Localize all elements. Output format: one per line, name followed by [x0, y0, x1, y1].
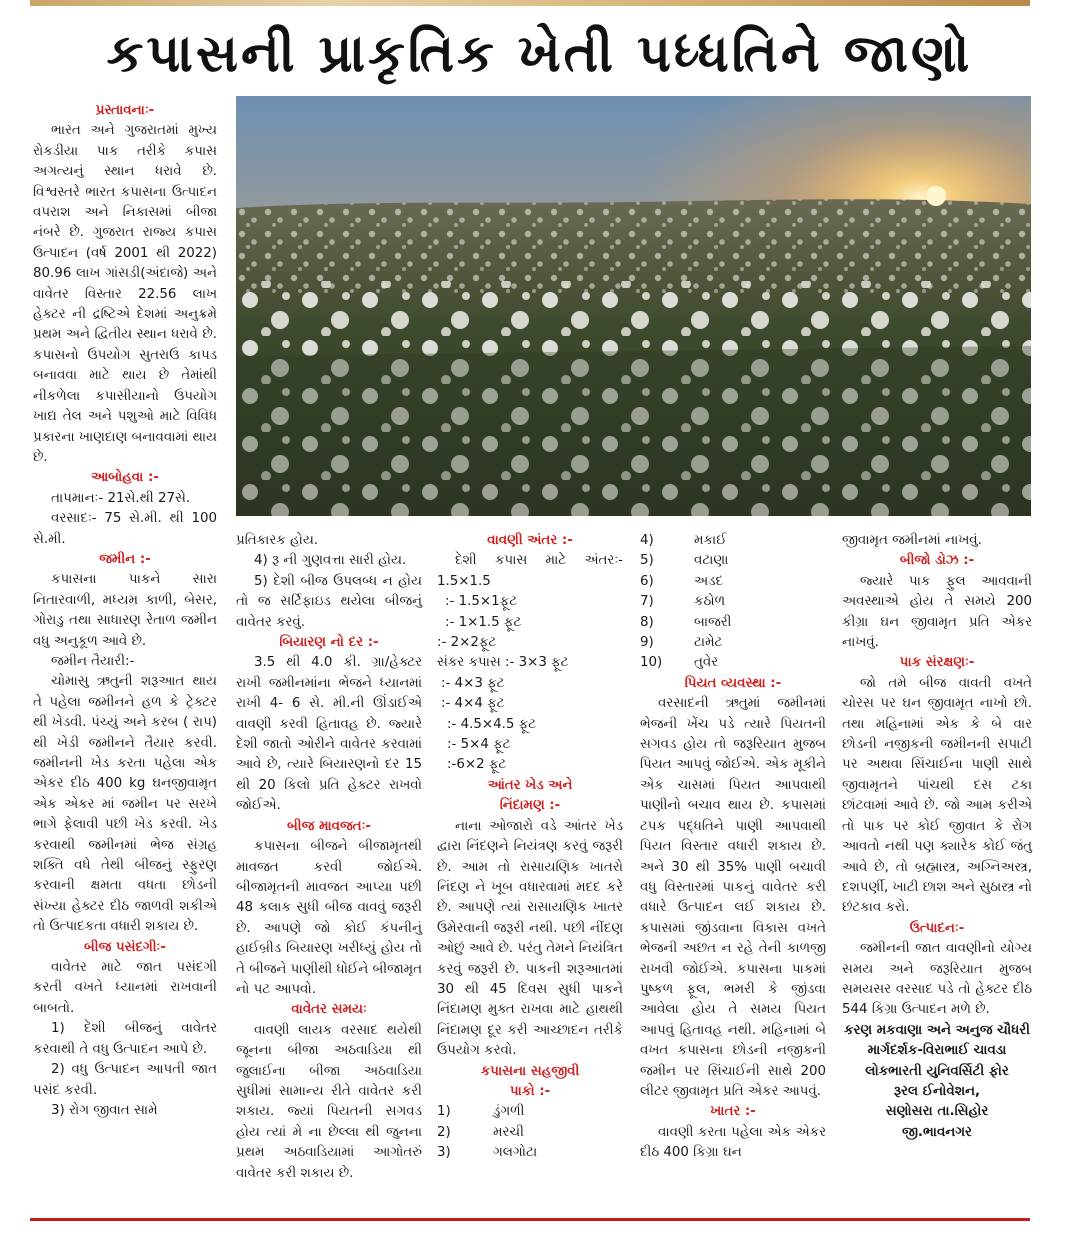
spacing-item: :- 2×2ફૂટ: [437, 635, 497, 651]
heading-soil: જમીન :-: [99, 551, 151, 567]
column-2: [236, 531, 422, 1184]
irrigation-text: વરસાદની ઋતુમાં જમીનમાં ભેજની ખેંચ પડે ત્યારે પિયતની સગવડ હોય તો જરૂરિયાત મુજબ પિયત આપવું જોઈએ. એક મૂકીને એક ચાસમાં પિયત આપવાથી પાણીનો બચાવ થાય છે. કપાસમાં ટપક પદ્ધતિને પાણી આપવાથી પિયત વિસ્તાર વધારી શકાય છે. અને 30 થી 35% પાણી બચાવી વધુ વિસ્તારમાં પાકનું વાવેતર કરી વધારે ઉત્પાદન લઈ શકાય છે. કપાસમાં જીંડવાના વિકાસ વખતે ભેજની અછત ન રહે તેની કાળજી રાખવી જોઈએ. કપાસના પાકમાં પુષ્કળ ફૂલ, ભમરી કે જીંડવા આવેલા હોય તે સમય પિયત આપવું હિતાવહ નથી. મહિનામાં બે વખત કપાસના છોડની નજીકની જમીન પર સિંચાઈની સાથે 200 લીટર જીવામૃત પ્રતિ એકર આપવું.: [640, 696, 826, 1099]
seed-treatment-text: કપાસના બીજને બીજામૃતથી માવજત કરવી જોઈએ. બીજામૃતની માવજત આપ્યા પછી 48 કલાક સુધી બીજ વાવવું જરૂરી છે. આપણે જો કોઈ કંપનીનું હાઈબ્રીડ બિયારણ ખરીધ્યું હોય તો તે બીજને પાણીથી ધોઈને બીજામૃત નો પટ આપવો.: [236, 839, 422, 997]
crop-protection-text: જો તમે બીજ વાવતી વખતે ચોરસ પર ઘન જીવામૃત નાખો છો. તથા મહિનામાં એક કે બે વાર છોડની નજીકની જમીનની સપાટી પર અથવા સિંચાઈના પાણી સાથે જીવામૃતને પાંચથી દસ ટકા છાંટવામાં આવે છે. જો આમ કરીએ તો પાક પર કોઈ જીવાત કે રોગ આવતો નથી પણ ક્યારેક કોઈ જંતુ આવે છે, તો બ્રહ્માસ્ત્ર, અગ્નિઅસ્ત્ર, દશપર્ણી, ખાટી છાશ અને સુઠાસ્ત્ર નો છંટકાવ કરો.: [842, 675, 1032, 916]
list-number: 8): [640, 614, 654, 630]
crop-name: વટાણા: [694, 553, 729, 569]
column-3: [437, 531, 623, 1164]
list-item: [437, 1123, 623, 1143]
hybrid-spacing-item: :- 4×4 ફૂટ: [441, 696, 505, 712]
seed-selection-text: વાવેતર માટે જાત પસંદગી કરતી વખતે ધ્યાનમાં રાખવાની બાબતો.: [33, 960, 217, 1016]
soil-text: કપાસના પાકને સારા નિતારવાળી, મધ્યમ કાળી, બેસર, ગોરાડુ તથા સાધારણ રેતાળ જમીન વધુ અનુકૂળ આવે છે.: [33, 572, 217, 649]
list-item: [640, 551, 826, 571]
author-guide: માર્ગદર્શક-વિરાભાઈ ચાવડા: [867, 1043, 1007, 1059]
heading-yield: ઉત્પાદનઃ-: [909, 920, 965, 936]
heading-companion-crops-line2: પાકો :-: [509, 1083, 551, 1099]
column-4: [640, 531, 826, 1164]
weeding-text: નાના ઓજારો વડે આંતર ખેડ દ્વારા નિંદણને નિયંત્રણ કરવું જરૂરી છે. આમ તો રાસાયણિક ખાતરો નિંદણ ને ખૂબ વધારવામાં મદદ કરે છે. આપણે ત્યાં રાસાયણિક ખાતર ઉમેરવાની જરૂરી નથી. પછી નીંદણ ઓછું આવે છે. પરંતુ તેમને નિયંત્રિત કરવું જરૂરી છે. પાકની શરૂઆતમાં 30 થી 45 દિવસ સુધી પાકને નિંદામણ મુક્ત રાખવા માટે હાથથી નિંદામણ દૂર કરી આચ્છાદન તરીકે ઉપયોગ કરવો.: [437, 818, 623, 1059]
heading-sowing-time: વાવેતર સમયઃ: [291, 1002, 367, 1018]
heading-interculture-line2: નિંદામણ :-: [499, 798, 561, 814]
cotton-field-sunset-photo: [236, 96, 1031, 516]
crop-name: અડદ: [694, 573, 723, 589]
list-number: 3): [437, 1145, 451, 1161]
author-institution: લોકભારતી યુનિવર્સિટી ફોર: [865, 1063, 1009, 1079]
seed-rate-text: 3.5 થી 4.0 કી. ગ્રા/હેક્ટર રાખી જમીનમાંના ભેજને ધ્યાનમાં રાખી 4- 6 સે. મી.ની ઊંડાઈએ વાવણી કરવી હિતાવહ છે. જ્યારે દેશી જાતો ઓરીને વાવેતર કરવામાં આવે છે, ત્યારે બિયારણનો દર 15 થી 20 કિલો પ્રતિ હેક્ટર રાખવો જોઈએ.: [236, 655, 422, 814]
soil-preparation-heading: જમીન તૈયારી:-: [51, 653, 135, 669]
heading-interculture-line1: આંતર ખેડ અને: [487, 777, 573, 793]
list-number: 9): [640, 635, 654, 651]
list-item: [640, 572, 826, 592]
soil-preparation-text: ચોમાસુ ઋતુની શરૂઆત થાય તે પહેલા જમીનને હળ કે ટ્રેક્ટર થી ખેડવી. પંચ્યું અને કરબ ( રાપ) થી ખેડી જમીનને તૈયાર કરવી. જમીનની ખેડ કરતા પહેલા એક એકર દીઠ 400 kg ઘનજીવામૃત એક એકર માં જમીન પર સરખે ભાગે ફેલાવી પછી ખેડ કરવી. ખેડ કરવાથી જમીનમાં ભેજ સંગ્રહ શક્તિ વધે તેથી બીજનું સ્ફુરણ કરવાની ક્ષમતા વધતા છોડની સંખ્યા હેક્ટર દીઠ જાળવી શકીએ તો ઉત્પાદકતા વધારી શકાય છે.: [33, 674, 217, 935]
crop-name: ગલગોટા: [493, 1145, 538, 1161]
author-names: કરણ મકવાણા અને અનુજ ચૌધરી: [843, 1022, 1030, 1038]
list-item: [437, 1102, 623, 1122]
page-title: કપાસની પ્રાકૃતિક ખેતી પધ્ધતિને જાણો: [106, 24, 973, 84]
crop-name: ડુંગળી: [493, 1104, 525, 1120]
crop-name: મકાઈ: [694, 533, 727, 548]
list-item: [640, 592, 826, 612]
list-number: 6): [640, 573, 654, 589]
hybrid-spacing-item: :-6×2 ફૂટ: [447, 757, 507, 773]
bottom-rule: [30, 1218, 1030, 1221]
crop-name: બાજરી: [694, 614, 732, 630]
heading-seed-rate: બિયારણ નો દર :-: [279, 635, 379, 651]
seed-point-4: 4) રૂ ની ગુણવત્તા સારી હોય.: [254, 553, 407, 569]
list-item: [640, 613, 826, 633]
climate-temperature: તાપમાનઃ- 21સે.થી 27સે.: [51, 490, 191, 506]
spacing-item: :- 1×1.5 ફૂટ: [445, 614, 522, 630]
crop-name: તુવેર: [694, 655, 719, 671]
heading-seed-treatment: બીજ માવજતઃ-: [287, 818, 371, 834]
crop-name: મરચી: [493, 1124, 524, 1140]
introduction-text: ભારત અને ગુજરાતમાં મુખ્ય રોકડીયા પાક તરીકે કપાસ અગત્યનું સ્થાન ધરાવે છે. વિશ્વસ્તરે ભારત કપાસના ઉત્પાદન વપરાશ અને નિકાસમાં બીજા નંબરે છે. ગુજરાત રાજ્ય કપાસ ઉત્પાદન (વર્ષ 2001 થી 2022) 80.96 લાખ ગાંસડી(અંદાજે) અને વાવેતર વિસ્તાર 22.56 લાખ હેક્ટર ની દ્રષ્ટિએ દેશમાં અનુક્રમે પ્રથમ અને દ્વિતીય સ્થાન ધરાવે છે. કપાસનો ઉપયોગ સુતરાઉ કાપડ બનાવવા માટે થાય છે તેમાંથી નીકળેલા કપાસીયાનો ઉપયોગ ખાદ્ય તેલ અને પશુઓ માટે વિવિધ પ્રકારના ખાણદાણ બનાવવામાં થાય છે.: [33, 123, 218, 465]
seed-point-5: 5) દેશી બીજ ઉપલબ્ધ ન હોય તો જ સર્ટિફાઇડ થયેલા બીજનું વાવેતર કરવું.: [236, 573, 422, 630]
list-item: [640, 633, 826, 653]
list-item: [640, 531, 826, 551]
sowing-time-text: વાવણી લાયક વરસાદ થયેથી જૂનના બીજા અઠવાડિયા થી જુલાઈના બીજા અઠવાડિયા સુધીમાં સામાન્ય રીતે વાવેતર કરી શકાય. જ્યાં પિયતની સગવડ હોય ત્યાં મે ના છેલ્લા થી જુનના પ્રથમ અઠવાડિયામાં આગોતરું વાવેતર કરી શકાય છે.: [236, 1022, 422, 1181]
hybrid-spacing-item: :- 5×4 ફૂટ: [447, 737, 511, 753]
column-5: [842, 531, 1032, 1143]
list-number: 5): [640, 553, 654, 569]
crop-name: કઠોળ: [694, 594, 726, 610]
seed-point-3: 3) રોગ જીવાત સામે: [51, 1102, 158, 1118]
fertilizer-text-continued: જીવામૃત જમીનમાં નાખવું.: [842, 533, 982, 548]
list-item: [640, 653, 826, 673]
author-institution-line2: રૂરલ ઈનોવેશન,: [893, 1083, 981, 1099]
heading-seed-selection: બીજ પસંદગીઃ-: [84, 939, 166, 955]
seed-point-1: 1) દેશી બીજનું વાવેતર કરવાથી તે વધુ ઉત્પાદન આપે છે.: [33, 1021, 217, 1057]
hybrid-spacing-item: :- 4×3 ફૂટ: [441, 675, 505, 691]
list-item: [437, 1143, 623, 1163]
heading-crop-protection: પાક સંરક્ષણઃ-: [899, 655, 975, 671]
crop-name: ટામેટ: [694, 635, 723, 651]
seed-point-3-continued: પ્રતિકારક હોય.: [236, 533, 319, 548]
spacing-intro: દેશી કપાસ માટે અંતરઃ- 1.5×1.5: [437, 553, 623, 589]
list-number: 4): [640, 533, 654, 548]
spacing-item: :- 1.5×1ફૂટ: [445, 594, 517, 610]
hybrid-spacing-item: :- 4.5×4.5 ફૂટ: [447, 716, 537, 732]
top-decorative-strip: [30, 0, 1030, 6]
climate-rainfall: વરસાદઃ- 75 સે.મી. થી 100 સે.મી.: [33, 511, 217, 547]
heading-irrigation: પિયત વ્યવસ્થા :-: [684, 675, 782, 691]
list-number: 7): [640, 594, 654, 610]
heading-fertilizer: ખાતર :-: [710, 1104, 756, 1120]
list-number: 10): [640, 655, 663, 671]
list-number: 2): [437, 1124, 451, 1140]
second-dose-text: જ્યારે પાક ફુલ આવવાની અવસ્થાએ હોય તે સમયે 200 કીગ્રા ઘન જીવામૃત પ્રતિ એકર નાખવું.: [842, 573, 1032, 651]
heading-climate: આબોહવા :-: [91, 470, 159, 486]
yield-text: જમીનની જાત વાવણીનો યોગ્ય સમય અને જરૂરિયાત મુજબ સમયસર વરસાદ પડે તો હેક્ટર દીઠ 544 કિગ્રા ઉત્પાદન મળે છે.: [842, 941, 1032, 1018]
list-number: 1): [437, 1104, 451, 1120]
heading-introduction: પ્રસ્તાવનાઃ-: [95, 103, 155, 118]
heading-second-dose: બીજો ડોઝ :-: [899, 553, 975, 569]
heading-companion-crops-line1: કપાસના સહજીવી: [480, 1063, 580, 1079]
hybrid-spacing: સંકર કપાસ :- 3×3 ફૂટ: [437, 655, 569, 671]
fertilizer-text: વાવણી કરતા પહેલા એક એકર દીઠ 400 કિગ્રા ઘન: [640, 1124, 826, 1161]
column-1: [33, 101, 217, 1121]
author-place: સણોસરા તા.સિહોર: [885, 1104, 989, 1120]
seed-point-2: 2) વધુ ઉત્પાદન આપતી જાત પસંદ કરવી.: [33, 1062, 217, 1098]
author-district: જી.ભાવનગર: [902, 1124, 972, 1140]
heading-sowing-spacing: વાવણી અંતર :-: [487, 533, 573, 548]
